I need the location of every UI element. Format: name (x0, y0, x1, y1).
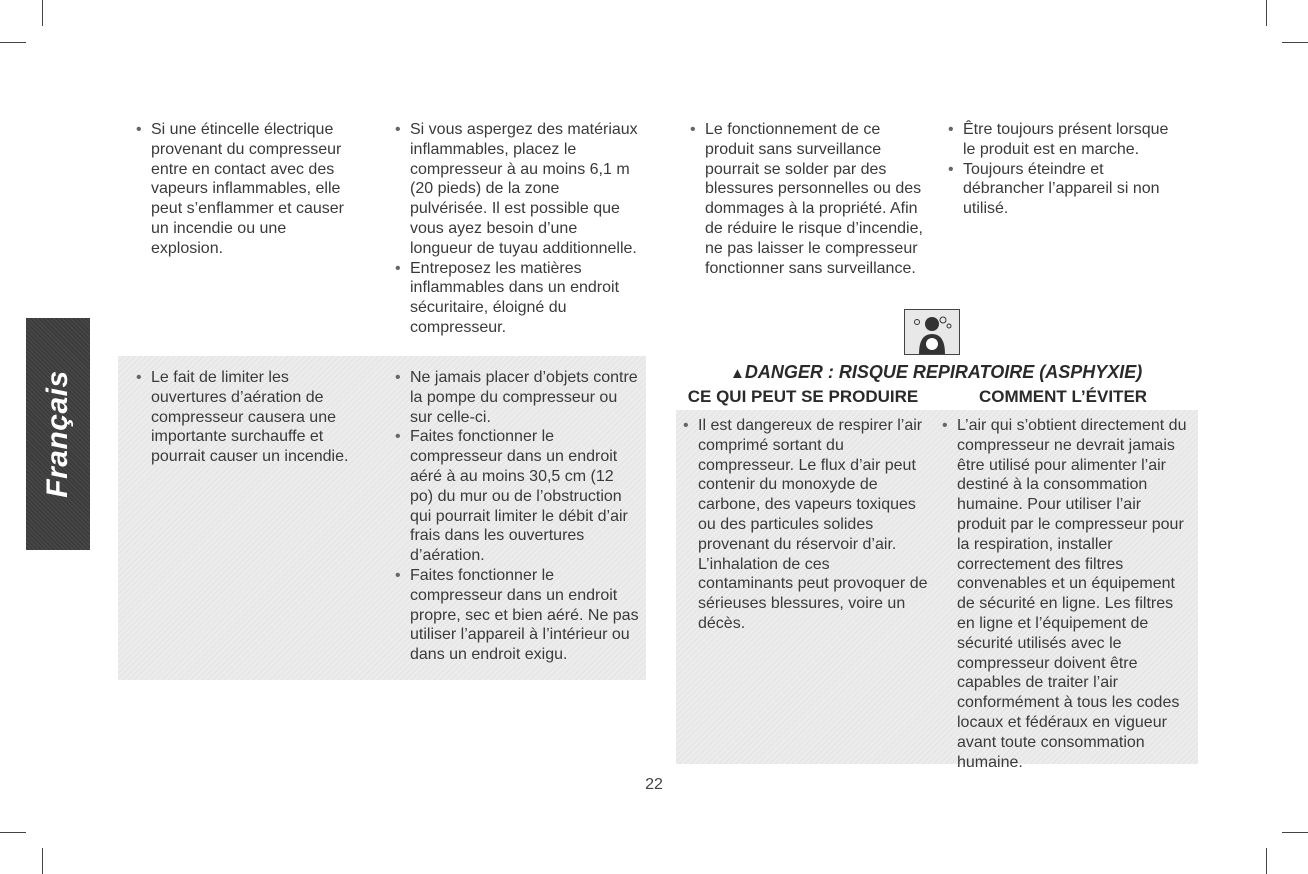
crop-mark (0, 832, 26, 833)
crop-mark (42, 848, 43, 874)
language-tab-label: Français (41, 370, 74, 498)
list-item: • Si une étincelle électrique provenant du compresseur entre en contact avec des vapeurs inflammables, elle peut s’enflammer et causer un incendie ou une explosion. (134, 120, 362, 259)
list-item: • Le fonctionnement de ce produit sans surveillance pourrait se solder par des blessures personnelles ou des dommages à la propriété. Afin de réduire le risque d’incendie, ne pas laisser le compresseur fonctionner sans surveillance. (688, 120, 924, 278)
danger-title-text: DANGER : RISQUE REPIRATOIRE (ASPHYXIE) (744, 362, 1143, 382)
col2-top-list (393, 120, 641, 338)
crop-mark (0, 42, 26, 43)
list-item: • Si vous aspergez des matériaux inflammables, placez le compresseur à au moins 6,1 m (20 pieds) de la zone pulvérisée. Il est possible que vous ayez besoin d’une longueur de tuyau additionnelle. (393, 120, 641, 259)
list-item: • Être toujours présent lorsque le produit est en marche. (946, 120, 1182, 160)
crop-mark (1266, 0, 1267, 26)
list-item: • L’air qui s’obtient directement du compresseur ne devrait jamais être utilisé pour alimenter l’air destiné à la consommation humaine. Pour utiliser l’air produit par le compresseur pour la respiration, installer correctement des filtres convenables et un équipement de sécurité en ligne. Les filtres en ligne et l’équipement de sécurité utilisés avec le compresseur doivent être capables de traiter l’air conformément à tous les codes locaux et fédéraux en vigueur avant toute consommation humaine. (940, 416, 1190, 772)
col2-bottom-list (393, 368, 641, 665)
crop-mark (1282, 42, 1308, 43)
language-tab (26, 318, 90, 550)
header-how-to-prevent: COMMENT L’ÉVITER (978, 387, 1148, 406)
header-what-can-happen: CE QUI PEUT SE PRODUIRE (687, 387, 919, 406)
crop-mark (1266, 848, 1267, 874)
col3-top-list (688, 120, 924, 278)
col4-bottom-list (940, 416, 1190, 772)
page-number: 22 (645, 776, 663, 793)
danger-title (730, 362, 1142, 383)
list-item: • Faites fonctionner le compresseur dans un endroit aéré à au moins 30,5 cm (12 po) du mur ou de l’obstruction qui pourrait limiter le débit d’air frais dans les ouvertures d’aération. (393, 427, 641, 566)
col3-bottom-list (681, 416, 929, 634)
list-item: • Toujours éteindre et débrancher l’appareil si non utilisé. (946, 160, 1182, 219)
warning-triangle-icon: ▲ (730, 365, 745, 382)
list-item: • Ne jamais placer d’objets contre la pompe du compresseur ou sur celle-ci. (393, 368, 641, 427)
col1-bottom-list (134, 368, 364, 467)
list-item: • Entreposez les matières inflammables dans un endroit sécuritaire, éloigné du compresseur. (393, 259, 641, 338)
crop-mark (1282, 832, 1308, 833)
list-item: • Faites fonctionner le compresseur dans un endroit propre, sec et bien aéré. Ne pas utiliser l’appareil à l’intérieur ou dans un endroit exigu. (393, 566, 641, 665)
list-item: • Le fait de limiter les ouvertures d’aération de compresseur causera une importante surchauffe et pourrait causer un incendie. (134, 368, 364, 467)
respiratory-hazard-icon (904, 309, 960, 355)
col4-top-list (946, 120, 1182, 219)
list-item: • Il est dangereux de respirer l’air comprimé sortant du compresseur. Le flux d’air peut contenir du monoxyde de carbone, des vapeurs toxiques ou des particules solides provenant du réservoir d’air. L’inhalation de ces contaminants peut provoquer de sérieuses blessures, voire un décès. (681, 416, 929, 634)
col1-top-list (134, 120, 362, 259)
crop-mark (42, 0, 43, 26)
